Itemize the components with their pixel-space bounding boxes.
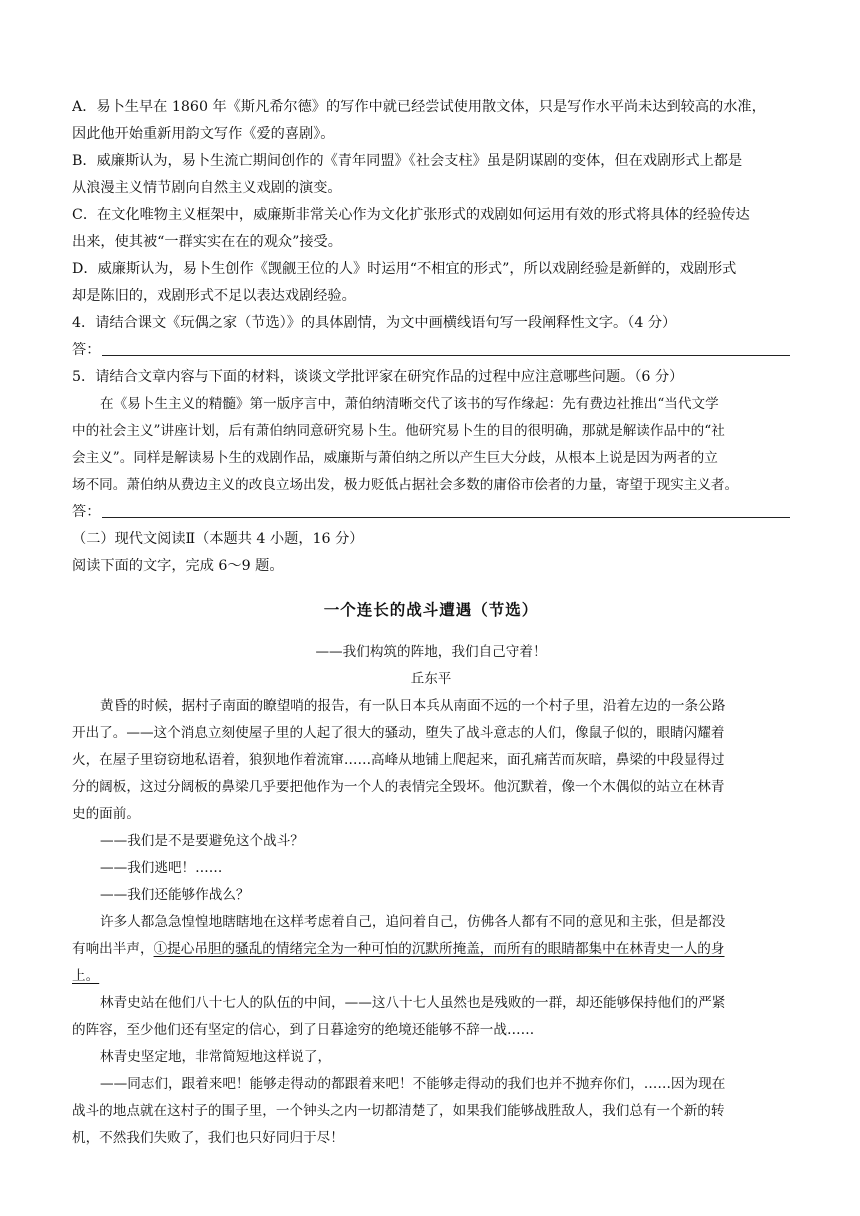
option-b-line-1: B．威廉斯认为，易卜生流亡期间创作的《青年同盟》《社会支柱》虽是阴谋剧的变体，但在戏剧形式上都是 [72, 153, 743, 169]
paragraph-1-line-4: 分的阔板，这过分阔板的鼻梁几乎要把他作为一个人的表情完全毁坏。他沉默着，像一个木偶似的站立在林青 [72, 779, 725, 795]
dialogue-1: ——我们是不是要避免这个战斗？ [100, 833, 304, 849]
paragraph-2-line-3 [72, 963, 790, 990]
material-line-2: 中的社会主义”讲座计划，后有萧伯纳同意研究易卜生。他研究易卜生的目的很明确，那就是解读作品中的“社 [72, 423, 725, 439]
answer-line-q4[interactable] [72, 337, 790, 364]
option-c-line-1: C．在文化唯物主义框架中，威廉斯非常关心作为文化扩张形式的戏剧如何运用有效的形式将具体的经验传达 [72, 207, 750, 223]
material-line-3: 会主义”。同样是解读易卜生的戏剧作品，威廉斯与萧伯纳之所以产生巨大分歧，从根本上说是因为两者的立 [72, 450, 718, 466]
paragraph-3-line-2: 的阵容，至少他们还有坚定的信心，到了日暮途穷的绝境还能够不辞一战…… [72, 1022, 535, 1038]
material-line-1: 在《易卜生主义的精髓》第一版序言中，萧伯纳清晰交代了该书的写作缘起：先有费边社推出“当代文学 [100, 396, 719, 412]
option-d-line-1: D．威廉斯认为，易卜生创作《觊觎王位的人》时运用“不相宜的形式”，所以戏剧经验是新鲜的，戏剧形式 [72, 261, 737, 277]
option-d-line-2: 却是陈旧的，戏剧形式不足以表达戏剧经验。 [72, 288, 356, 304]
dialogue-2: ——我们逃吧！…… [100, 860, 223, 876]
paragraph-2-line-1: 许多人都急急惶惶地瞎瞎地在这样考虑着自己，追问着自己，仿佛各人都有不同的意见和主张，但是都没 [100, 914, 726, 930]
section-heading: （二）现代文阅读Ⅱ（本题共 4 小题，16 分） [72, 531, 364, 547]
option-a-line-2: 因此他开始重新用韵文写作《爱的喜剧》。 [72, 126, 335, 142]
answer-label: 答： [72, 342, 101, 358]
underlined-sentence-1: ①提心吊胆的骚乱的情绪完全为一种可怕的沉默所掩盖，而所有的眼睛都集中在林青史一人的身 [153, 941, 725, 957]
option-b-line-2: 从浪漫主义情节剧向自然主义戏剧的演变。 [72, 180, 342, 196]
paragraph-5-line-3: 机，不然我们失败了，我们也只好同归于尽！ [72, 1130, 344, 1146]
article-title: 一个连长的战斗遭遇（节选） [323, 599, 539, 619]
section-instruction: 阅读下面的文字，完成 6～9 题。 [72, 558, 284, 574]
paragraph-1-line-2: 开出了。——这个消息立刻使屋子里的人起了很大的骚动，堕失了战斗意志的人们，像鼠子似的，眼睛闪耀着 [72, 725, 725, 741]
article-author: 丘东平 [410, 671, 452, 687]
answer-rule [102, 355, 790, 356]
paragraph-4: 林青史坚定地，非常简短地这样说了， [100, 1049, 332, 1065]
paragraph-5-line-2: 战斗的地点就在这村子的围子里，一个钟头之内一切都清楚了，如果我们能够战胜敌人，我们总有一个新的转 [72, 1103, 725, 1119]
answer-rule [102, 517, 790, 518]
option-c-line-2: 出来，使其被“一群实实在在的观众”接受。 [72, 234, 342, 250]
paragraph-2-plain-text: 有响出半声， [72, 941, 154, 957]
paragraph-5-line-1: ——同志们，跟着来吧！能够走得动的都跟着来吧！不能够走得动的我们也并不抛弃你们，……因为现在 [100, 1076, 726, 1092]
paragraph-1-line-5: 史的面前。 [72, 806, 140, 822]
answer-label: 答： [72, 504, 101, 520]
question-5: 5．请结合文章内容与下面的材料，谈谈文学批评家在研究作品的过程中应注意哪些问题。（6 分） [72, 369, 684, 385]
exam-page [72, 94, 790, 1152]
material-line-4: 场不同。萧伯纳从费边主义的改良立场出发，极力贬低占据社会多数的庸俗市侩者的力量，寄望于现实主义者。 [72, 477, 739, 493]
dialogue-3: ——我们还能够作战么？ [100, 887, 250, 903]
answer-line-q5[interactable] [72, 499, 790, 526]
paragraph-3-line-1: 林青史站在他们八十七人的队伍的中间，——这八十七人虽然也是残败的一群，却还能够保持他们的严紧 [100, 995, 726, 1011]
paragraph-2-line-2 [72, 936, 790, 963]
paragraph-1-line-3: 火，在屋子里窃窃地私语着，狼狈地作着流窜……高峰从地铺上爬起来，面孔痛苦而灰暗，鼻梁的中段显得过 [72, 752, 725, 768]
underlined-sentence-1-end: 上。 [72, 968, 100, 984]
question-4: 4．请结合课文《玩偶之家（节选）》的具体剧情，为文中画横线语句写一段阐释性文字。（4 分） [72, 315, 677, 331]
article-subtitle: ——我们构筑的阵地，我们自己守着！ [315, 644, 547, 660]
paragraph-1-line-1: 黄昏的时候，据村子南面的瞭望哨的报告，有一队日本兵从南面不远的一个村子里，沿着左边的一条公路 [100, 698, 726, 714]
option-a-line-1: A．易卜生早在 1860 年《斯凡希尔德》的写作中就已经尝试使用散文体，只是写作水平尚未达到较高的水准， [72, 99, 766, 115]
